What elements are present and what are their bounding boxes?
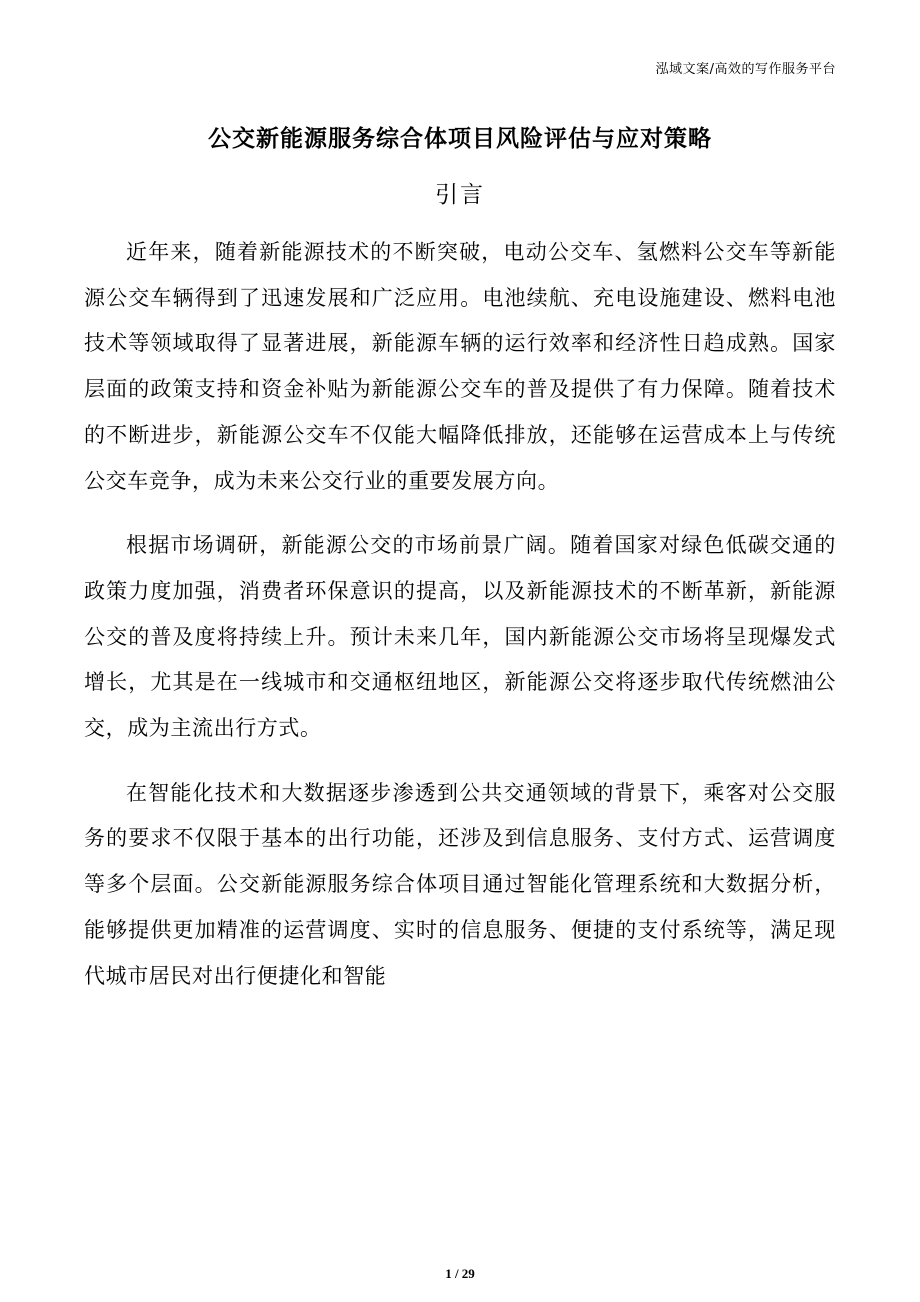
body-text xyxy=(84,230,836,1018)
document-title: 公交新能源服务综合体项目风险评估与应对策略 xyxy=(208,126,712,152)
paragraph: 根据市场调研，新能源公交的市场前景广阔。随着国家对绿色低碳交通的政策力度加强，消费者环保意识的提高，以及新能源技术的不断革新，新能源公交的普及度将持续上升。预计未来几年，国内新能源公交市场将呈现爆发式增长，尤其是在一线城市和交通枢纽地区，新能源公交将逐步取代传统燃油公交，成为主流出行方式。 xyxy=(84,533,836,741)
page-number: 1 / 29 xyxy=(445,1266,475,1281)
paragraph: 近年来，随着新能源技术的不断突破，电动公交车、氢燃料公交车等新能源公交车辆得到了迅速发展和广泛应用。电池续航、充电设施建设、燃料电池技术等领域取得了显著进展，新能源车辆的运行效率和经济性日趋成熟。国家层面的政策支持和资金补贴为新能源公交车的普及提供了有力保障。随着技术的不断进步，新能源公交车不仅能大幅降低排放，还能够在运营成本上与传统公交车竞争，成为未来公交行业的重要发展方向。 xyxy=(84,240,836,493)
header-brand: 泓域文案/高效的写作服务平台 xyxy=(655,62,836,77)
paragraph: 在智能化技术和大数据逐步渗透到公共交通领域的背景下，乘客对公交服务的要求不仅限于基本的出行功能，还涉及到信息服务、支付方式、运营调度等多个层面。公交新能源服务综合体项目通过智能化管理系统和大数据分析，能够提供更加精准的运营调度、实时的信息服务、便捷的支付系统等，满足现代城市居民对出行便捷化和智能 xyxy=(84,780,836,988)
section-heading: 引言 xyxy=(435,182,485,208)
